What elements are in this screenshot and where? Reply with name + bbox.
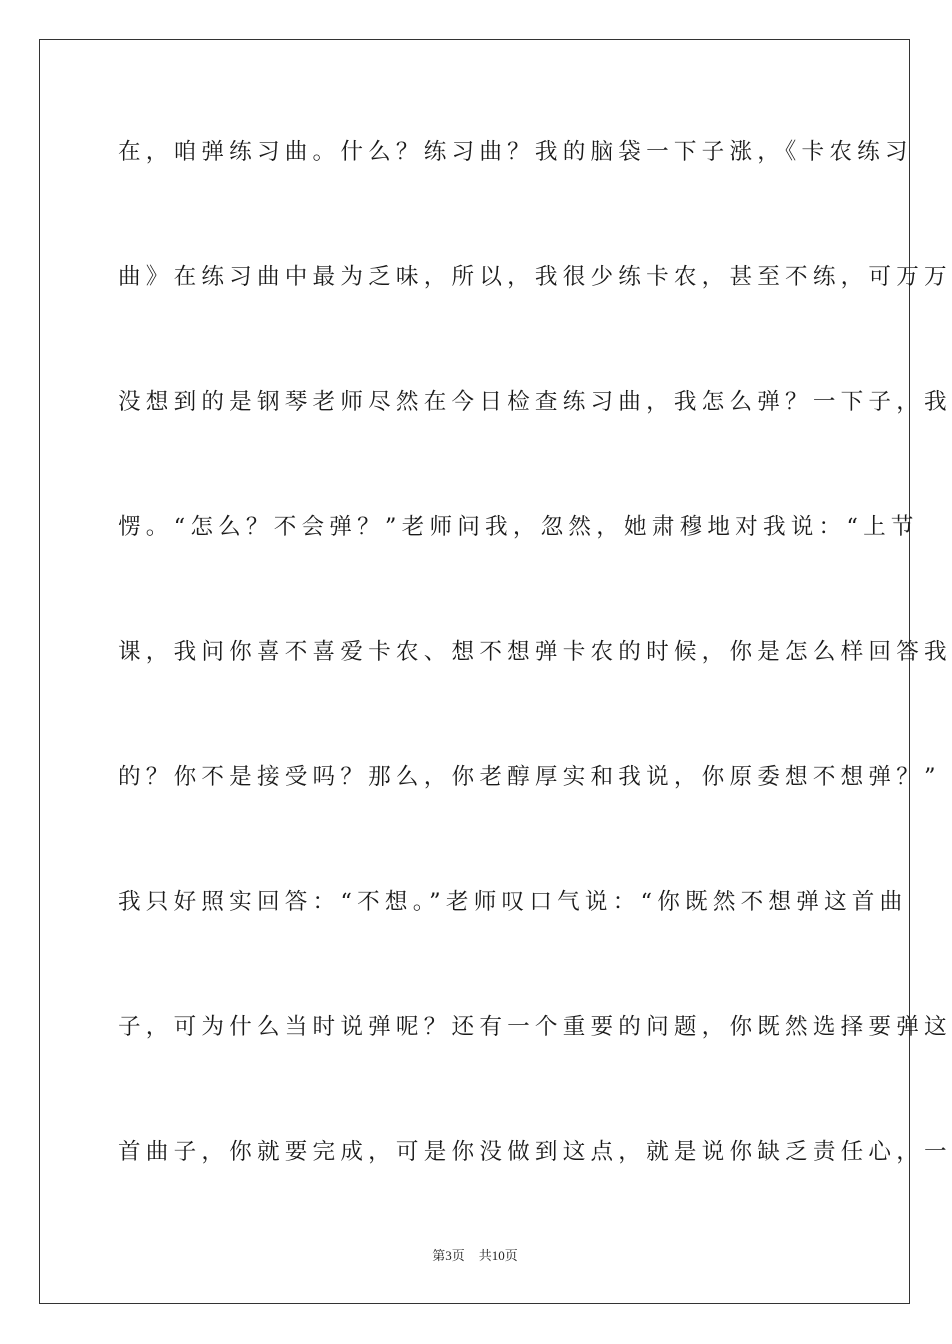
page-number: 第3页 bbox=[432, 1248, 465, 1263]
text-line: 我只好照实回答：“不想。”老师叹口气说：“你既然不想弹这首曲 bbox=[118, 889, 908, 915]
text-line: 首曲子，你就要完成，可是你没做到这点，就是说你缺乏责任心，一 bbox=[118, 1139, 952, 1165]
text-line: 在，咱弹练习曲。什么？练习曲？我的脑袋一下子涨，《卡农练习 bbox=[118, 139, 913, 165]
text-line: 的？你不是接受吗？那么，你老醇厚实和我说，你原委想不想弹？” bbox=[118, 764, 941, 790]
page-total: 共10页 bbox=[478, 1248, 518, 1263]
text-line: 没想到的是钢琴老师尽然在今日检查练习曲，我怎么弹？一下子，我 bbox=[118, 389, 952, 415]
text-line: 子，可为什么当时说弹呢？还有一个重要的问题，你既然选择要弹这 bbox=[118, 1014, 952, 1040]
text-line: 愣。“怎么？不会弹？”老师问我，忽然，她肃穆地对我说：“上节 bbox=[118, 514, 919, 540]
text-line: 曲》在练习曲中最为乏味，所以，我很少练卡农，甚至不练，可万万 bbox=[118, 264, 952, 290]
text-line: 课，我问你喜不喜爱卡农、想不想弹卡农的时候，你是怎么样回答我 bbox=[118, 639, 952, 665]
page-footer bbox=[0, 1247, 950, 1265]
